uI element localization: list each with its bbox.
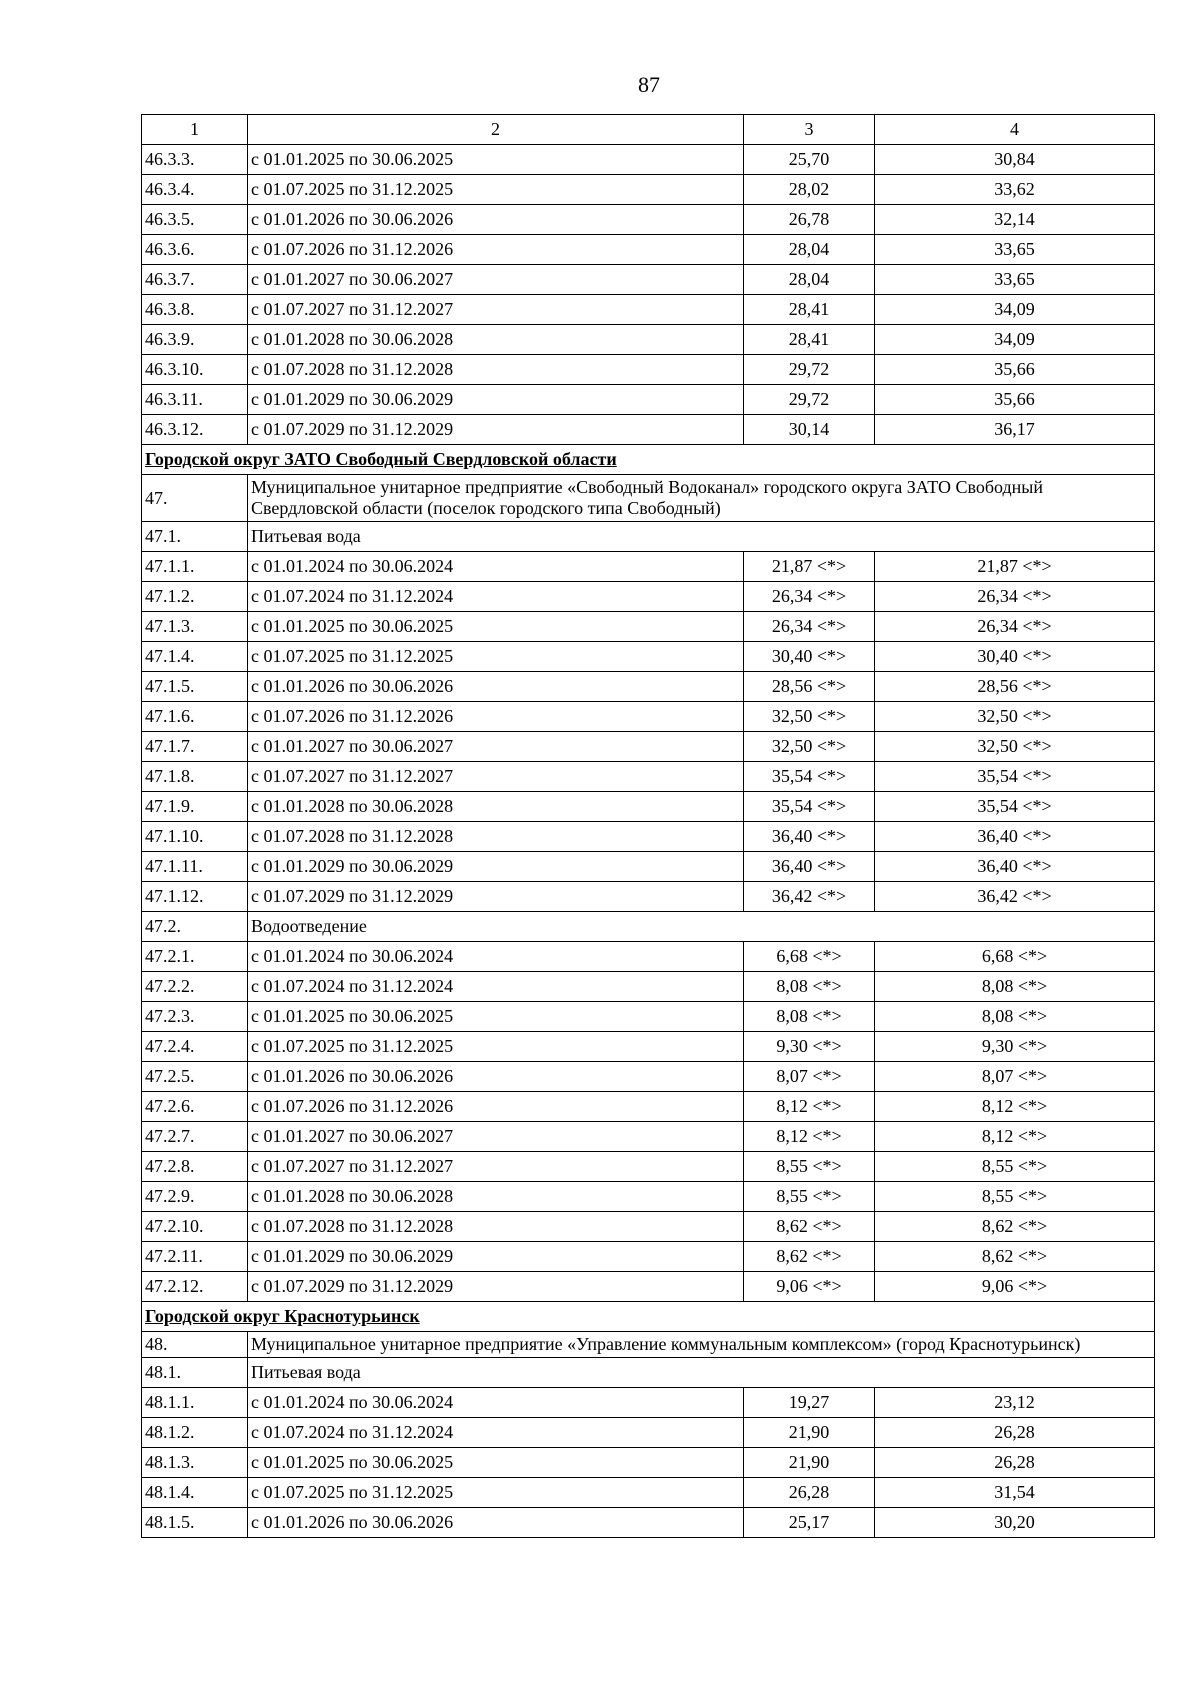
row-number: 47.2.2. [142,972,248,1002]
tariff-value-col-4: 8,08 <*> [875,1002,1155,1032]
row-number: 47.1.4. [142,642,248,672]
service-name: Питьевая вода [248,522,1155,552]
tariff-value-col-3: 28,02 [744,175,875,205]
table-row [142,415,1155,445]
tariff-value-col-3: 6,68 <*> [744,942,875,972]
period-cell: с 01.01.2025 по 30.06.2025 [248,145,744,175]
row-number: 46.3.5. [142,205,248,235]
tariff-value-col-3: 8,08 <*> [744,972,875,1002]
table-row [142,1418,1155,1448]
period-cell: с 01.01.2028 по 30.06.2028 [248,792,744,822]
table-row [142,1032,1155,1062]
tariff-value-col-3: 8,62 <*> [744,1212,875,1242]
period-cell: с 01.07.2025 по 31.12.2025 [248,642,744,672]
tariff-value-col-3: 30,40 <*> [744,642,875,672]
tariff-value-col-3: 8,12 <*> [744,1122,875,1152]
row-number: 47.1.10. [142,822,248,852]
row-number: 46.3.12. [142,415,248,445]
service-name: Питьевая вода [248,1358,1155,1388]
tariff-value-col-3: 36,42 <*> [744,882,875,912]
table-row [142,942,1155,972]
tariff-table [141,114,1155,1538]
period-cell: с 01.07.2025 по 31.12.2025 [248,1478,744,1508]
table-row [142,235,1155,265]
tariff-value-col-3: 26,28 [744,1478,875,1508]
tariff-value-col-3: 8,62 <*> [744,1242,875,1272]
table-row [142,1152,1155,1182]
period-cell: с 01.07.2024 по 31.12.2024 [248,582,744,612]
table-row [142,265,1155,295]
table-row [142,1182,1155,1212]
tariff-value-col-3: 25,70 [744,145,875,175]
table-row [142,1092,1155,1122]
tariff-value-col-3: 28,41 [744,325,875,355]
tariff-value-col-4: 8,62 <*> [875,1212,1155,1242]
tariff-value-col-4: 8,62 <*> [875,1242,1155,1272]
tariff-value-col-3: 9,30 <*> [744,1032,875,1062]
row-number: 47.2.8. [142,1152,248,1182]
tariff-value-col-4: 9,06 <*> [875,1272,1155,1302]
row-number: 46.3.3. [142,145,248,175]
row-number: 47.2.6. [142,1092,248,1122]
tariff-value-col-4: 32,50 <*> [875,732,1155,762]
tariff-value-col-3: 28,56 <*> [744,672,875,702]
row-number: 47.1.11. [142,852,248,882]
period-cell: с 01.01.2025 по 30.06.2025 [248,1002,744,1032]
period-cell: с 01.01.2024 по 30.06.2024 [248,1388,744,1418]
tariff-value-col-4: 30,20 [875,1508,1155,1538]
tariff-value-col-4: 33,65 [875,235,1155,265]
tariff-value-col-4: 26,28 [875,1418,1155,1448]
row-number: 47.1.12. [142,882,248,912]
organization-row [142,475,1155,522]
tariff-value-col-3: 28,04 [744,235,875,265]
tariff-value-col-4: 8,55 <*> [875,1152,1155,1182]
row-number: 47.2.7. [142,1122,248,1152]
period-cell: с 01.01.2029 по 30.06.2029 [248,385,744,415]
tariff-value-col-4: 8,55 <*> [875,1182,1155,1212]
row-number: 46.3.9. [142,325,248,355]
period-cell: с 01.01.2024 по 30.06.2024 [248,552,744,582]
tariff-value-col-3: 26,78 [744,205,875,235]
service-row [142,522,1155,552]
tariff-value-col-4: 35,54 <*> [875,762,1155,792]
tariff-value-col-3: 36,40 <*> [744,822,875,852]
table-row [142,325,1155,355]
table-row [142,882,1155,912]
tariff-value-col-4: 33,62 [875,175,1155,205]
table-row [142,1388,1155,1418]
table-row [142,612,1155,642]
region-heading-row [142,445,1155,475]
period-cell: с 01.01.2026 по 30.06.2026 [248,1062,744,1092]
row-number: 47.1.1. [142,552,248,582]
period-cell: с 01.01.2027 по 30.06.2027 [248,732,744,762]
period-cell: с 01.07.2028 по 31.12.2028 [248,355,744,385]
table-row [142,822,1155,852]
tariff-value-col-4: 26,34 <*> [875,612,1155,642]
row-number: 48. [142,1332,248,1358]
tariff-value-col-4: 21,87 <*> [875,552,1155,582]
table-row [142,732,1155,762]
tariff-value-col-3: 29,72 [744,355,875,385]
header-row [142,115,1155,145]
tariff-value-col-3: 32,50 <*> [744,732,875,762]
table-row [142,672,1155,702]
table-row [142,1272,1155,1302]
service-row [142,912,1155,942]
period-cell: с 01.07.2027 по 31.12.2027 [248,762,744,792]
period-cell: с 01.07.2024 по 31.12.2024 [248,972,744,1002]
row-number: 48.1.4. [142,1478,248,1508]
row-number: 46.3.4. [142,175,248,205]
table-row [142,355,1155,385]
tariff-value-col-3: 35,54 <*> [744,792,875,822]
tariff-value-col-3: 32,50 <*> [744,702,875,732]
tariff-value-col-3: 8,55 <*> [744,1152,875,1182]
row-number: 48.1.5. [142,1508,248,1538]
tariff-value-col-4: 35,66 [875,355,1155,385]
region-heading: Городской округ ЗАТО Свободный Свердловской области [142,445,1155,475]
row-number: 46.3.10. [142,355,248,385]
tariff-value-col-4: 6,68 <*> [875,942,1155,972]
period-cell: с 01.07.2025 по 31.12.2025 [248,1032,744,1062]
tariff-value-col-4: 23,12 [875,1388,1155,1418]
tariff-value-col-4: 8,08 <*> [875,972,1155,1002]
tariff-value-col-3: 21,87 <*> [744,552,875,582]
region-heading-row [142,1302,1155,1332]
tariff-value-col-3: 8,07 <*> [744,1062,875,1092]
row-number: 47.2.9. [142,1182,248,1212]
tariff-value-col-4: 32,50 <*> [875,702,1155,732]
row-number: 47.2.3. [142,1002,248,1032]
tariff-value-col-4: 36,40 <*> [875,822,1155,852]
period-cell: с 01.01.2029 по 30.06.2029 [248,852,744,882]
tariff-value-col-3: 25,17 [744,1508,875,1538]
tariff-value-col-4: 33,65 [875,265,1155,295]
tariff-value-col-3: 8,12 <*> [744,1092,875,1122]
tariff-value-col-4: 26,28 [875,1448,1155,1478]
tariff-value-col-3: 21,90 [744,1448,875,1478]
row-number: 48.1.1. [142,1388,248,1418]
period-cell: с 01.07.2029 по 31.12.2029 [248,1272,744,1302]
row-number: 48.1.3. [142,1448,248,1478]
row-number: 47.1.2. [142,582,248,612]
period-cell: с 01.07.2026 по 31.12.2026 [248,702,744,732]
tariff-value-col-3: 26,34 <*> [744,582,875,612]
period-cell: с 01.07.2025 по 31.12.2025 [248,175,744,205]
table-row [142,642,1155,672]
tariff-value-col-4: 9,30 <*> [875,1032,1155,1062]
period-cell: с 01.01.2027 по 30.06.2027 [248,265,744,295]
tariff-value-col-4: 8,12 <*> [875,1122,1155,1152]
row-number: 46.3.11. [142,385,248,415]
row-number: 48.1.2. [142,1418,248,1448]
table-row [142,702,1155,732]
table-row [142,972,1155,1002]
header-col-1: 1 [142,115,248,145]
period-cell: с 01.07.2026 по 31.12.2026 [248,1092,744,1122]
page-number: 87 [638,72,660,97]
tariff-value-col-4: 34,09 [875,325,1155,355]
table-row [142,1062,1155,1092]
period-cell: с 01.01.2026 по 30.06.2026 [248,205,744,235]
tariff-value-col-3: 21,90 [744,1418,875,1448]
organization-row [142,1332,1155,1358]
tariff-value-col-3: 28,41 [744,295,875,325]
tariff-value-col-3: 35,54 <*> [744,762,875,792]
tariff-value-col-3: 8,08 <*> [744,1002,875,1032]
tariff-value-col-4: 36,40 <*> [875,852,1155,882]
service-row [142,1358,1155,1388]
period-cell: с 01.01.2026 по 30.06.2026 [248,672,744,702]
table-body [142,145,1155,1538]
tariff-value-col-4: 36,42 <*> [875,882,1155,912]
row-number: 47.1.6. [142,702,248,732]
tariff-value-col-4: 35,66 [875,385,1155,415]
period-cell: с 01.01.2025 по 30.06.2025 [248,1448,744,1478]
period-cell: с 01.07.2024 по 31.12.2024 [248,1418,744,1448]
period-cell: с 01.07.2027 по 31.12.2027 [248,1152,744,1182]
organization-name: Муниципальное унитарное предприятие «Управление коммунальным комплексом» (город Краснотурьинск) [248,1332,1155,1358]
table-row [142,1508,1155,1538]
tariff-value-col-4: 28,56 <*> [875,672,1155,702]
row-number: 47. [142,475,248,522]
row-number: 47.1. [142,522,248,552]
row-number: 47.2.4. [142,1032,248,1062]
tariff-value-col-4: 26,34 <*> [875,582,1155,612]
tariff-value-col-4: 30,40 <*> [875,642,1155,672]
period-cell: с 01.07.2026 по 31.12.2026 [248,235,744,265]
header-col-4: 4 [875,115,1155,145]
row-number: 48.1. [142,1358,248,1388]
row-number: 47.2.12. [142,1272,248,1302]
row-number: 47.2.11. [142,1242,248,1272]
table-row [142,1448,1155,1478]
period-cell: с 01.07.2029 по 31.12.2029 [248,415,744,445]
table-row [142,385,1155,415]
row-number: 47.1.8. [142,762,248,792]
period-cell: с 01.07.2027 по 31.12.2027 [248,295,744,325]
period-cell: с 01.01.2026 по 30.06.2026 [248,1508,744,1538]
table-header [142,115,1155,145]
service-name: Водоотведение [248,912,1155,942]
tariff-value-col-3: 30,14 [744,415,875,445]
tariff-value-col-3: 28,04 [744,265,875,295]
tariff-value-col-3: 19,27 [744,1388,875,1418]
tariff-value-col-3: 29,72 [744,385,875,415]
table-row [142,552,1155,582]
tariff-value-col-4: 8,07 <*> [875,1062,1155,1092]
row-number: 47.2.5. [142,1062,248,1092]
table-row [142,1212,1155,1242]
period-cell: с 01.01.2028 по 30.06.2028 [248,325,744,355]
table-row [142,145,1155,175]
row-number: 47.1.5. [142,672,248,702]
organization-name: Муниципальное унитарное предприятие «Свободный Водоканал» городского округа ЗАТО Свободный Свердловской области (поселок городского типа Свободный) [248,475,1155,522]
table-row [142,1122,1155,1152]
table-row [142,295,1155,325]
table-row [142,1002,1155,1032]
table-row [142,792,1155,822]
period-cell: с 01.07.2029 по 31.12.2029 [248,882,744,912]
period-cell: с 01.07.2028 по 31.12.2028 [248,1212,744,1242]
table-row [142,1242,1155,1272]
tariff-value-col-4: 34,09 [875,295,1155,325]
row-number: 47.1.3. [142,612,248,642]
table-row [142,175,1155,205]
period-cell: с 01.01.2025 по 30.06.2025 [248,612,744,642]
tariff-value-col-3: 8,55 <*> [744,1182,875,1212]
header-col-3: 3 [744,115,875,145]
tariff-value-col-4: 36,17 [875,415,1155,445]
tariff-value-col-3: 26,34 <*> [744,612,875,642]
tariff-value-col-4: 30,84 [875,145,1155,175]
tariff-value-col-4: 35,54 <*> [875,792,1155,822]
table-row [142,762,1155,792]
row-number: 47.2.1. [142,942,248,972]
period-cell: с 01.01.2029 по 30.06.2029 [248,1242,744,1272]
row-number: 47.2. [142,912,248,942]
tariff-value-col-3: 9,06 <*> [744,1272,875,1302]
table-row [142,205,1155,235]
row-number: 46.3.6. [142,235,248,265]
tariff-value-col-3: 36,40 <*> [744,852,875,882]
tariff-value-col-4: 8,12 <*> [875,1092,1155,1122]
table-row [142,582,1155,612]
period-cell: с 01.01.2028 по 30.06.2028 [248,1182,744,1212]
row-number: 46.3.8. [142,295,248,325]
table-row [142,1478,1155,1508]
region-heading: Городской округ Краснотурьинск [142,1302,1155,1332]
tariff-value-col-4: 31,54 [875,1478,1155,1508]
row-number: 46.3.7. [142,265,248,295]
period-cell: с 01.07.2028 по 31.12.2028 [248,822,744,852]
row-number: 47.1.9. [142,792,248,822]
period-cell: с 01.01.2027 по 30.06.2027 [248,1122,744,1152]
row-number: 47.2.10. [142,1212,248,1242]
tariff-value-col-4: 32,14 [875,205,1155,235]
row-number: 47.1.7. [142,732,248,762]
header-col-2: 2 [248,115,744,145]
period-cell: с 01.01.2024 по 30.06.2024 [248,942,744,972]
table-row [142,852,1155,882]
